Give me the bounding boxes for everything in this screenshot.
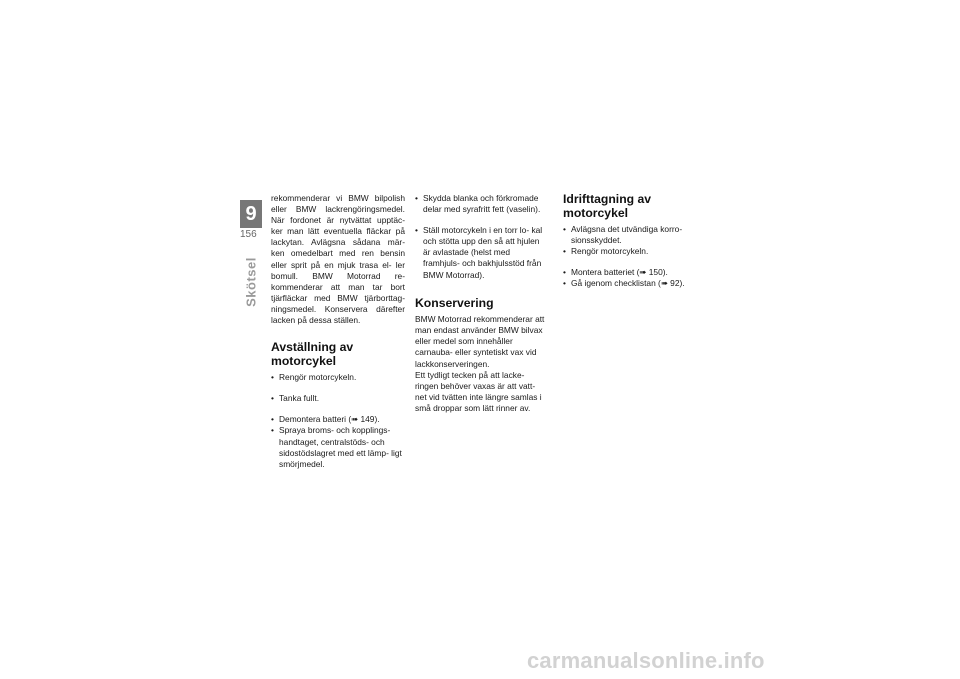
konservering-paragraph-2: Ett tydligt tecken på att lacke- ringen behöver vaxas är att vatt- net vid tvätten inte längre samlas i små droppar som lätt rinner av.: [415, 369, 542, 413]
heading-konservering: Konservering: [415, 295, 494, 310]
avstallning-list: [271, 372, 405, 470]
heading-idrifttagning: Idrifttagning av motorcykel: [563, 192, 652, 220]
list-item: • Montera batteriet (➠ 150).: [563, 267, 697, 278]
chapter-number-badge: 9: [240, 200, 262, 228]
storage-list: [415, 193, 549, 281]
list-item: • Tanka fullt.: [271, 393, 405, 404]
list-item: • Demontera batteri (➠ 149).: [271, 414, 405, 425]
text-column-1: [271, 193, 405, 470]
intro-paragraph: rekommenderar vi BMW bilpolish eller BMW lackrengöringsmedel. När fordonet är nytvättat upptäc- ker man lätt eventuella fläckar på lackytan. Avlägsna sådana mär- ken omedelbart med ren bensin eller sprit på en mjuk trasa el- ler bomull. BMW Motorrad re- kommenderar att man tar bort tjärfläckar med BMW tjärborttag- ningsmedel. Konservera därefter lacken på dessa ställen.: [271, 193, 405, 326]
page-number: 156: [240, 229, 257, 240]
list-item: • Rengör motorcykeln.: [563, 246, 697, 257]
heading-avstallning: Avställning av motorcykel: [271, 340, 354, 368]
text-column-2: [415, 193, 549, 414]
watermark-text: carmanualsonline.info: [527, 648, 765, 673]
section-title: Skötsel: [243, 257, 259, 307]
idrifttagning-list: [563, 224, 697, 289]
list-item: • Avlägsna det utvändiga korro- sionsskyddet.: [563, 224, 697, 246]
text-column-3: [563, 193, 697, 289]
list-item: • Rengör motorcykeln.: [271, 372, 405, 383]
list-item: • Ställ motorcykeln i en torr lo- kal och stötta upp den så att hjulen är avlastade (helst med framhjuls- och bakhjulsstöd från BMW Motorrad).: [415, 225, 549, 280]
list-item: • Gå igenom checklistan (➠ 92).: [563, 278, 697, 289]
konservering-paragraph-1: BMW Motorrad rekommenderar att man endast använder BMW bilvax eller medel som innehåller carnauba- eller syntetiskt vax vid lackkonserveringen.: [415, 314, 545, 369]
list-item: • Skydda blanka och förkromade delar med syrafritt fett (vaselin).: [415, 193, 549, 215]
list-item: • Spraya broms- och kopplings- handtaget, centralstöds- och sidostödslagret med ett lämp- ligt smörjmedel.: [271, 425, 405, 469]
